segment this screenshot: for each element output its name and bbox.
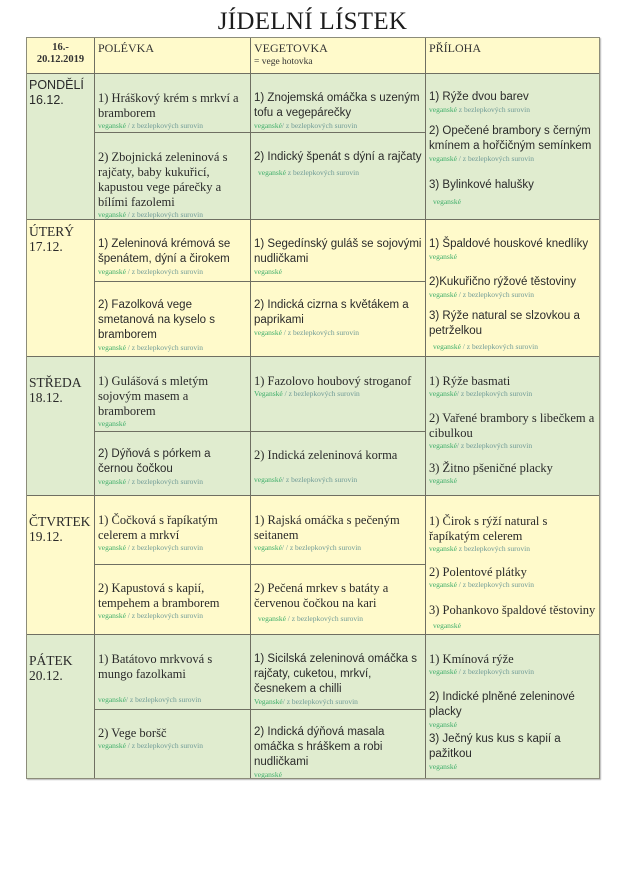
veg-slot-1 [251,357,425,431]
dish-name: 2) Vařené brambory s libečkem a cibulkou [429,411,595,440]
day-date: 18.12. [29,390,63,405]
gluten-free-label: / z bezlepkových surovin [456,667,534,676]
gluten-free-label: / z bezlepkových surovin [456,389,533,398]
gluten-free-label: / z bezlepkových surovin [281,475,358,484]
vegan-label: veganské [429,105,457,114]
day-row-monday [27,73,599,219]
veg-slot-1 [251,496,425,564]
menu-item [98,150,248,220]
dish-name: 3) Žitno pšeničné placky [429,461,553,475]
vegan-label: veganské [258,614,286,623]
diet-tag [429,476,597,486]
gluten-free-label: / z bezlepkových surovin [125,741,203,750]
gluten-free-label: z bezlepkových surovin [456,105,531,114]
diet-tag [429,342,597,352]
dish-name: 1) Hráškový krém s mrkví a bramborem [98,91,239,120]
vegan-label: veganské [98,695,126,704]
gluten-free-label: / z bezlepkových surovin [125,210,203,219]
diet-tag [254,614,423,624]
soup-slot-2 [95,132,250,219]
header-date-line2: 20.12.2019 [36,54,85,65]
dish-name: 2) Zbojnická zeleninová s rajčaty, baby kukuřicí, kapustou vege párečky a bílími fazolemi [98,150,228,209]
dish-name: 1) Rajská omáčka s pečeným seitanem [254,513,400,542]
dish-name: 1) Rýže dvou barev [429,91,529,103]
menu-item [429,514,597,554]
day-cell [27,635,94,778]
soup-cell [94,220,250,356]
gluten-free-label: / z bezlepkových surovin [282,389,360,398]
side-cell [425,74,599,219]
veg-cell [250,74,425,219]
soup-slot-2 [95,431,250,495]
vegan-label: veganské [98,543,126,552]
diet-tag [429,621,597,631]
side-cell [425,220,599,356]
gluten-free-label: / z bezlepkových surovin [456,290,534,299]
diet-tag [98,695,248,705]
dish-name: 2) Fazolková vege smetanová na kyselo s bramborem [98,299,215,341]
diet-tag [254,697,423,707]
menu-item [254,298,423,338]
diet-tag [429,197,597,207]
soup-slot-2 [95,564,250,634]
gluten-free-label: / z bezlepkových surovin [456,441,533,450]
diet-tag [98,741,248,751]
vegan-label: veganské [429,441,457,450]
menu-item [254,448,423,485]
vegan-label: veganské [254,267,282,276]
dish-name: 2) Vege boršč [98,726,167,740]
menu-item [429,603,597,631]
menu-item [429,309,597,352]
veg-slot-2 [251,281,425,356]
veg-cell [250,635,425,778]
menu-item [429,90,597,115]
vegan-label: veganské [429,762,457,771]
gluten-free-label: z bezlepkových surovin [456,544,531,553]
vegan-label: veganské [98,611,126,620]
vegan-label: veganské [429,720,457,729]
dish-name: 3) Bylinkové halušky [429,179,534,191]
veg-cell [250,357,425,495]
menu-item [98,298,248,353]
vegan-label: veganské [254,543,282,552]
veg-slot-2 [251,709,425,778]
gluten-free-label: / z bezlepkových surovin [285,614,363,623]
dish-name: 2) Kapustová s kapií, tempehem a bramborem [98,581,220,610]
vegan-label: veganské [429,580,457,589]
soup-slot-2 [95,709,250,778]
menu-item [254,150,423,178]
vegan-label: veganské [254,770,282,779]
menu-item [429,732,597,772]
dish-name: 2) Indický špenát s dýní a rajčaty [254,151,422,163]
menu-item [254,652,423,707]
vegan-label: veganské [258,168,286,177]
soup-cell [94,74,250,219]
diet-tag [429,389,597,399]
menu-item [429,374,597,399]
diet-tag [429,762,597,772]
day-name: ÚTERÝ [29,224,74,239]
veg-cell [250,496,425,634]
gluten-free-label: / z bezlepkových surovin [125,267,203,276]
menu-item [429,237,597,262]
day-row-thursday [27,495,599,634]
day-name: ČTVRTEK [29,514,91,529]
menu-item [429,124,597,164]
menu-item [429,178,597,207]
vegan-label: veganské [429,544,457,553]
gluten-free-label: / z bezlepkových surovin [125,477,203,486]
vegan-label: veganské [433,342,461,351]
menu-item [98,237,248,277]
gluten-free-label: / z bezlepkových surovin [125,611,203,620]
dish-name: 1) Špaldové houskové knedlíky [429,238,589,250]
dish-name: 1) Zeleninová krémová se špenátem, dýní a čirokem [98,238,231,265]
vegan-label: veganské [254,121,282,130]
header-date-line1: 16.- [52,42,69,53]
day-date: 17.12. [29,239,63,254]
diet-tag [254,770,423,780]
menu-table [26,37,600,779]
soup-slot-1 [95,635,250,709]
vegan-label: veganské [98,477,126,486]
soup-slot-1 [95,496,250,564]
header-date-cell [27,38,94,73]
soup-cell [94,357,250,495]
header-veg-sublabel: = vege hotovka [254,57,313,67]
diet-tag [254,267,423,277]
diet-tag [98,477,248,487]
header-side-label: PŘÍLOHA [429,41,482,55]
day-cell [27,496,94,634]
menu-item [98,374,248,429]
vegan-label: veganské [429,252,457,261]
dish-name: 1) Čirok s rýží natural s řapíkatým celerem [429,514,548,543]
soup-slot-1 [95,220,250,281]
veg-slot-2 [251,431,425,495]
diet-tag [429,154,597,164]
diet-tag [429,290,597,300]
menu-item [429,690,597,730]
diet-tag [254,168,423,178]
vegan-label: veganské [429,476,457,485]
menu-item [254,91,423,131]
day-name: PÁTEK [29,653,73,668]
dish-name: 2) Dýňová s pórkem a černou čočkou [98,448,211,475]
menu-item [98,581,248,621]
day-name: PONDĚLÍ [29,78,84,92]
dish-name: 1) Sicilská zeleninová omáčka s rajčaty, cuketou, mrkví, česnekem a chilli [254,653,417,695]
day-date: 19.12. [29,529,63,544]
gluten-free-label: / z bezlepkových surovin [456,154,534,163]
gluten-free-label: z bezlepkových surovin [285,168,360,177]
diet-tag [254,475,423,485]
veg-slot-2 [251,132,425,219]
menu-item [429,652,597,677]
diet-tag [98,611,248,621]
dish-name: 2) Indická dýňová masala omáčka s hráškem a robi nudličkami [254,726,385,768]
diet-tag [429,720,597,730]
vegan-label: veganské [429,389,457,398]
gluten-free-label: / / z bezlepkových surovin [281,543,362,552]
veg-slot-1 [251,635,425,709]
vegan-label: veganské [98,419,126,428]
menu-item [98,91,248,131]
day-cell [27,74,94,219]
diet-tag [98,121,248,131]
day-row-tuesday [27,219,599,356]
side-cell [425,357,599,495]
vegan-label: veganské [98,121,126,130]
dish-name: 2)Kukuřično rýžové těstoviny [429,276,577,288]
vegan-label: veganské [98,210,126,219]
menu-item [98,726,248,751]
diet-tag [429,441,597,451]
veg-slot-1 [251,220,425,281]
menu-item [429,461,597,486]
header-veg-label: VEGETOVKA [254,41,328,55]
diet-tag [98,419,248,429]
header-soup-cell [94,38,250,73]
soup-slot-1 [95,74,250,132]
header-side-cell [425,38,599,73]
vegan-label: veganské [98,267,126,276]
veg-cell [250,220,425,356]
day-row-friday [27,634,599,778]
soup-cell [94,496,250,634]
dish-name: 2) Indická cizrna s květákem a paprikami [254,299,409,326]
vegan-label: veganské [98,741,126,750]
dish-name: 2) Opečené brambory s černým kmínem a hořčičným semínkem [429,125,592,152]
vegan-label: veganské [429,154,457,163]
diet-tag [98,343,248,353]
menu-item [429,565,597,590]
menu-item [254,374,423,399]
diet-tag [98,267,248,277]
menu-item [254,581,423,624]
menu-item [429,411,597,451]
menu-item [254,237,423,277]
dish-name: 2) Indické plněné zeleninové placky [429,691,575,718]
header-veg-cell [250,38,425,73]
diet-tag [254,543,423,553]
diet-tag [429,544,597,554]
dish-name: 3) Pohankovo špaldové těstoviny [429,603,596,617]
diet-tag [254,328,423,338]
header-soup-label: POLÉVKA [98,41,154,55]
dish-name: 1) Segedínský guláš se sojovými nudličkami [254,238,422,265]
diet-tag [429,667,597,677]
dish-name: 1) Gulášová s mletým sojovým masem a bramborem [98,374,209,418]
gluten-free-label: / z bezlepkových surovin [460,342,538,351]
soup-cell [94,635,250,778]
veg-slot-1 [251,74,425,132]
day-row-wednesday [27,356,599,495]
soup-slot-1 [95,357,250,431]
day-cell [27,357,94,495]
dish-name: 1) Znojemská omáčka s uzeným tofu a vegepárečky [254,92,420,119]
vegan-label: veganské [433,621,461,630]
gluten-free-label: / z bezlepkových surovin [456,580,534,589]
vegan-label: veganské [429,290,457,299]
dish-name: 2) Indická zeleninová korma [254,448,398,462]
vegan-label: veganské [254,328,282,337]
menu-item [254,725,423,780]
gluten-free-label: / z bezlepkových surovin [125,695,202,704]
vegan-label: Veganské [254,697,283,706]
gluten-free-label: / z bezlepkových surovin [125,121,203,130]
diet-tag [98,543,248,553]
menu-item [98,652,248,705]
diet-tag [254,121,423,131]
dish-name: 1) Batátovo mrkvová s mungo fazolkami [98,652,213,681]
gluten-free-label: / z bezlepkových surovin [125,543,203,552]
menu-item [98,513,248,553]
menu-item [429,275,597,300]
dish-name: 2) Polentové plátky [429,565,527,579]
dish-name: 1) Fazolovo houbový stroganof [254,374,412,388]
header-row [27,38,599,73]
gluten-free-label: / z bezlepkových surovin [125,343,203,352]
page-title: JÍDELNÍ LÍSTEK [217,8,408,35]
gluten-free-label: / z bezlepkových surovin [281,328,359,337]
diet-tag [429,252,597,262]
gluten-free-label: / z bezlepkových surovin [281,121,358,130]
menu-item [254,513,423,553]
diet-tag [254,389,423,399]
vegan-label: veganské [98,343,126,352]
vegan-label: veganské [254,475,282,484]
dish-name: 1) Kmínová rýže [429,652,514,666]
day-date: 20.12. [29,668,63,683]
diet-tag [429,105,597,115]
dish-name: 2) Pečená mrkev s batáty a červenou čočkou na kari [254,581,389,610]
side-cell [425,496,599,634]
gluten-free-label: / z bezlepkových surovin [282,697,358,706]
vegan-label: veganské [429,667,457,676]
menu-item [98,447,248,487]
dish-name: 3) Ječný kus kus s kapií a pažitkou [429,733,561,760]
dish-name: 1) Rýže basmati [429,374,511,388]
vegan-label: veganské [433,197,461,206]
side-cell [425,635,599,778]
soup-slot-2 [95,281,250,356]
vegan-label: Veganské [254,389,283,398]
day-cell [27,220,94,356]
day-name: STŘEDA [29,375,82,390]
diet-tag [429,580,597,590]
dish-name: 3) Rýže natural se slzovkou a petrželkou [429,310,580,337]
day-date: 16.12. [29,93,64,107]
dish-name: 1) Čočková s řapíkatým celerem a mrkví [98,513,218,542]
veg-slot-2 [251,564,425,634]
